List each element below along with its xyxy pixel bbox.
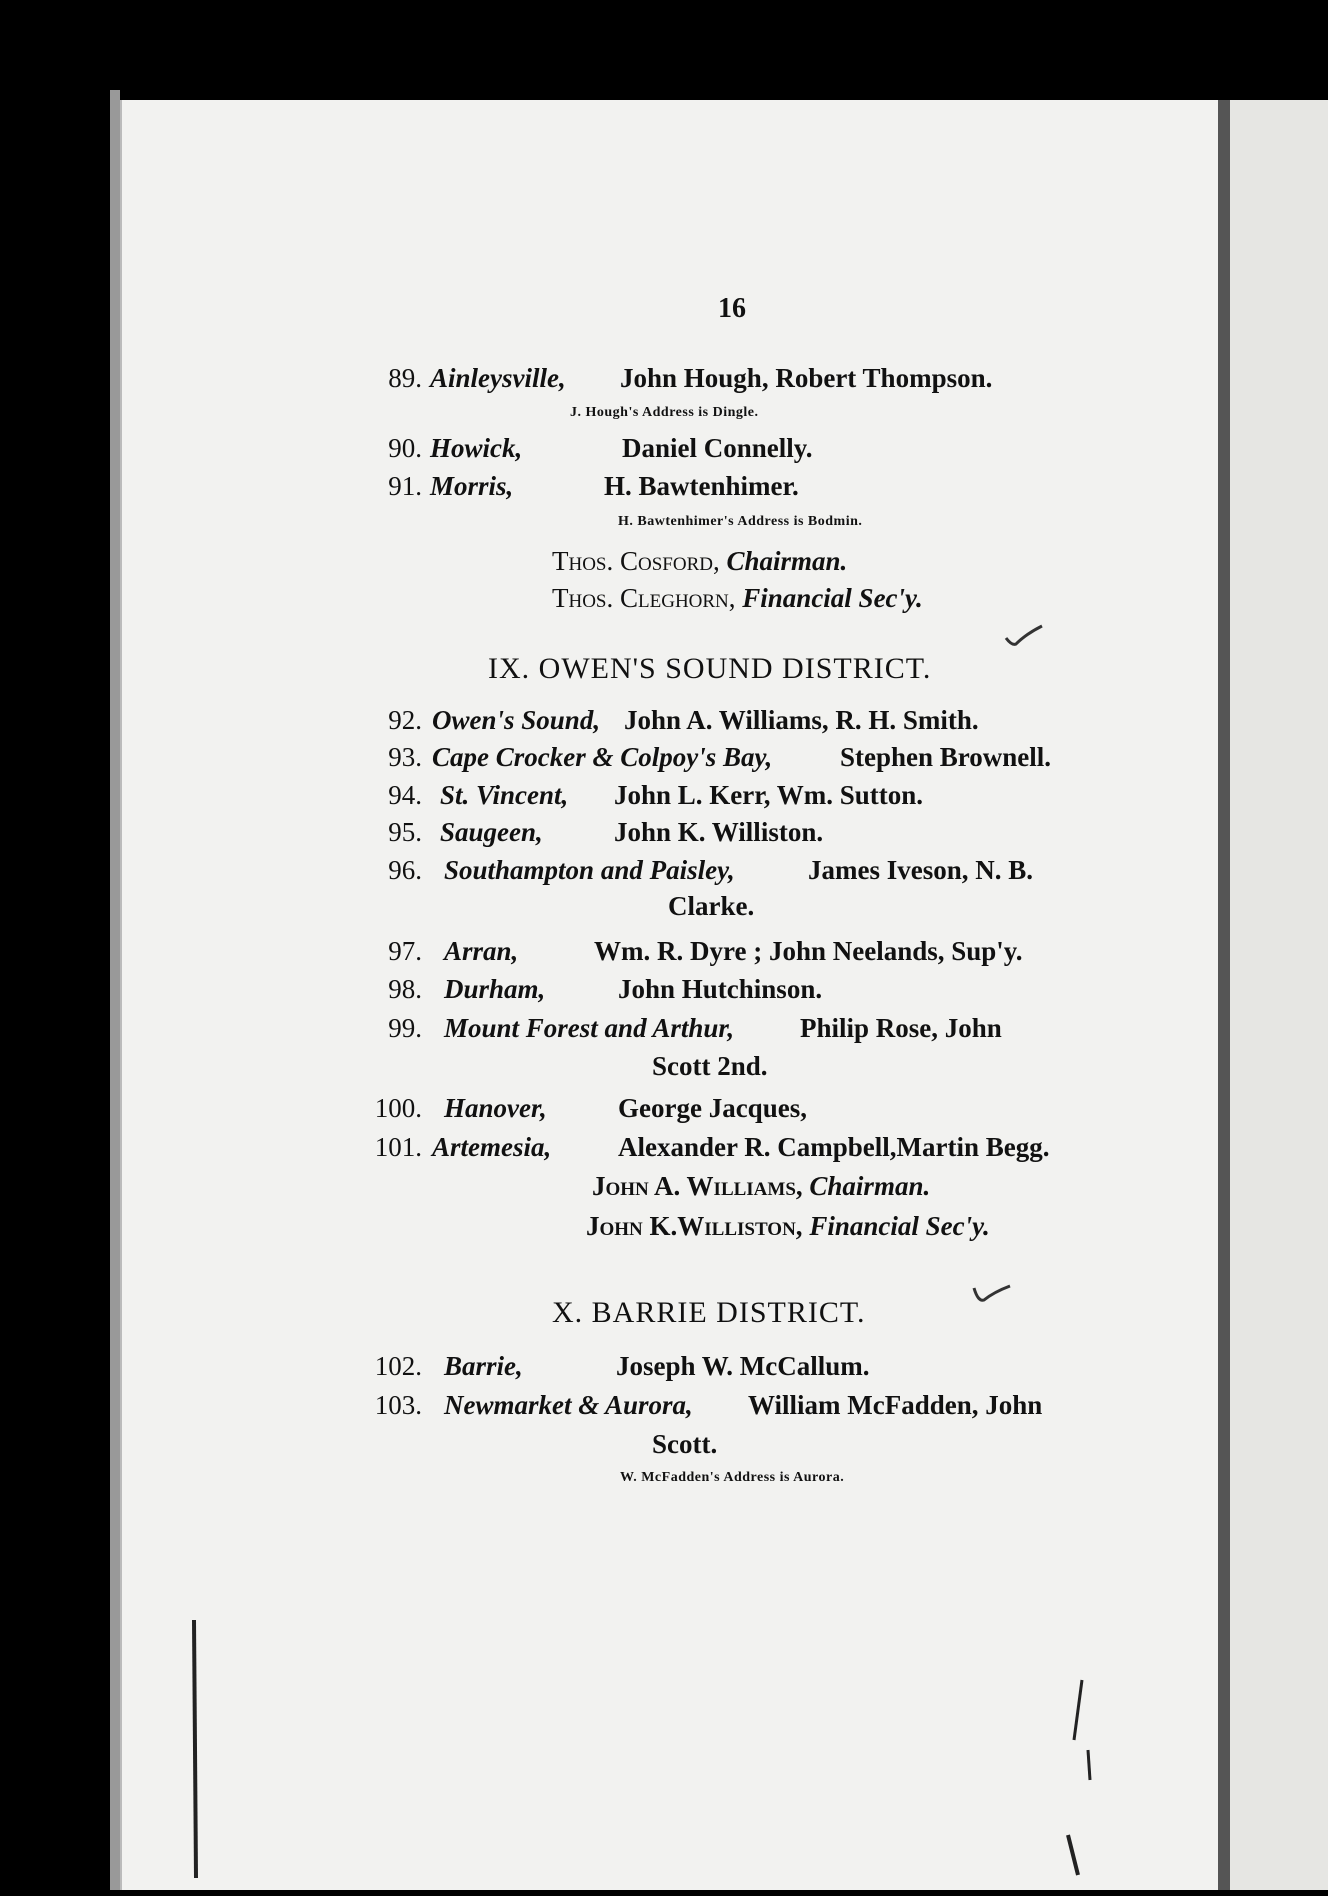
entry-place: Morris, — [430, 471, 514, 501]
section-heading: X. BARRIE DISTRICT. — [552, 1296, 866, 1329]
entry-members: Daniel Connelly. — [622, 433, 813, 463]
entry-place: Ainleysville, — [430, 363, 566, 393]
entry-members: John A. Williams, R. H. Smith. — [624, 705, 979, 735]
entry-place: Artemesia, — [432, 1132, 552, 1162]
entry-place: Barrie, — [444, 1351, 523, 1381]
entry-members: Wm. R. Dyre ; John Neelands, Sup'y. — [594, 936, 1023, 966]
entry-note: H. Bawtenhimer's Address is Bodmin. — [618, 514, 863, 529]
facing-page — [1230, 100, 1328, 1890]
entry-members: Joseph W. McCallum. — [616, 1351, 870, 1381]
entry-members-continued: Clarke. — [668, 891, 755, 921]
entry-number: 97. — [388, 936, 422, 966]
chairman-title: Chairman. — [809, 1171, 931, 1201]
entry-place: Durham, — [444, 974, 546, 1004]
entry-members: John L. Kerr, Wm. Sutton. — [614, 780, 924, 810]
secretary-name: Thos. Cleghorn, — [552, 583, 736, 613]
entry-number: 102. — [374, 1351, 422, 1381]
entry-number: 91. — [388, 471, 422, 501]
entry-place: St. Vincent, — [440, 780, 569, 810]
entry-place: Arran, — [444, 936, 519, 966]
entry-number: 89. — [388, 363, 422, 393]
entry-place: Howick, — [430, 433, 523, 463]
check-mark-icon — [1004, 622, 1044, 650]
entry-members: Alexander R. Campbell,Martin Begg. — [618, 1132, 1050, 1162]
entry-note: W. McFadden's Address is Aurora. — [620, 1470, 845, 1485]
entry-place: Mount Forest and Arthur, — [444, 1013, 735, 1043]
entry-number: 96. — [388, 855, 422, 885]
chairman-line — [552, 545, 847, 577]
secretary-title: Financial Sec'y. — [809, 1211, 990, 1241]
entry-number: 101. — [374, 1132, 422, 1162]
page-fold — [1218, 100, 1230, 1890]
secretary-title: Financial Sec'y. — [742, 583, 923, 613]
page-number: 16 — [718, 293, 746, 324]
secretary-line — [552, 582, 923, 614]
entry-members: Stephen Brownell. — [840, 742, 1052, 772]
entry-members-continued: Scott 2nd. — [652, 1051, 768, 1081]
stray-marks — [1060, 1660, 1100, 1880]
chairman-line — [592, 1170, 930, 1202]
entry-number: 100. — [374, 1093, 422, 1123]
entry-members: John K. Williston. — [614, 817, 824, 847]
entry-note: J. Hough's Address is Dingle. — [570, 405, 759, 420]
entry-number: 93. — [388, 742, 422, 772]
entry-number: 95. — [388, 817, 422, 847]
entry-place: Hanover, — [444, 1093, 547, 1123]
entry-members: H. Bawtenhimer. — [604, 471, 799, 501]
entry-place: Saugeen, — [440, 817, 543, 847]
chairman-name: John A. Williams, — [592, 1171, 803, 1201]
entry-place: Newmarket & Aurora, — [444, 1390, 693, 1420]
secretary-name: John K.Williston, — [586, 1211, 803, 1241]
entry-number: 94. — [388, 780, 422, 810]
page-edge — [110, 90, 120, 1890]
entry-place: Cape Crocker & Colpoy's Bay, — [432, 742, 773, 772]
secretary-line — [586, 1210, 990, 1242]
chairman-title: Chairman. — [726, 546, 848, 576]
entry-place: Owen's Sound, — [432, 705, 601, 735]
chairman-name: Thos. Cosford, — [552, 546, 720, 576]
entry-members: William McFadden, John — [748, 1390, 1043, 1420]
entry-members: Philip Rose, John — [800, 1013, 1002, 1043]
stray-marks-left — [186, 1620, 206, 1880]
entry-members-continued: Scott. — [652, 1429, 718, 1459]
entry-number: 103. — [374, 1390, 422, 1420]
section-heading: IX. OWEN'S SOUND DISTRICT. — [488, 652, 932, 685]
entry-members: John Hough, Robert Thompson. — [620, 363, 993, 393]
entry-number: 90. — [388, 433, 422, 463]
check-mark-icon — [972, 1280, 1012, 1308]
entry-members: George Jacques, — [618, 1093, 807, 1123]
entry-place: Southampton and Paisley, — [444, 855, 735, 885]
entry-number: 99. — [388, 1013, 422, 1043]
entry-number: 92. — [388, 705, 422, 735]
entry-members: James Iveson, N. B. — [808, 855, 1034, 885]
entry-members: John Hutchinson. — [618, 974, 823, 1004]
entry-number: 98. — [388, 974, 422, 1004]
